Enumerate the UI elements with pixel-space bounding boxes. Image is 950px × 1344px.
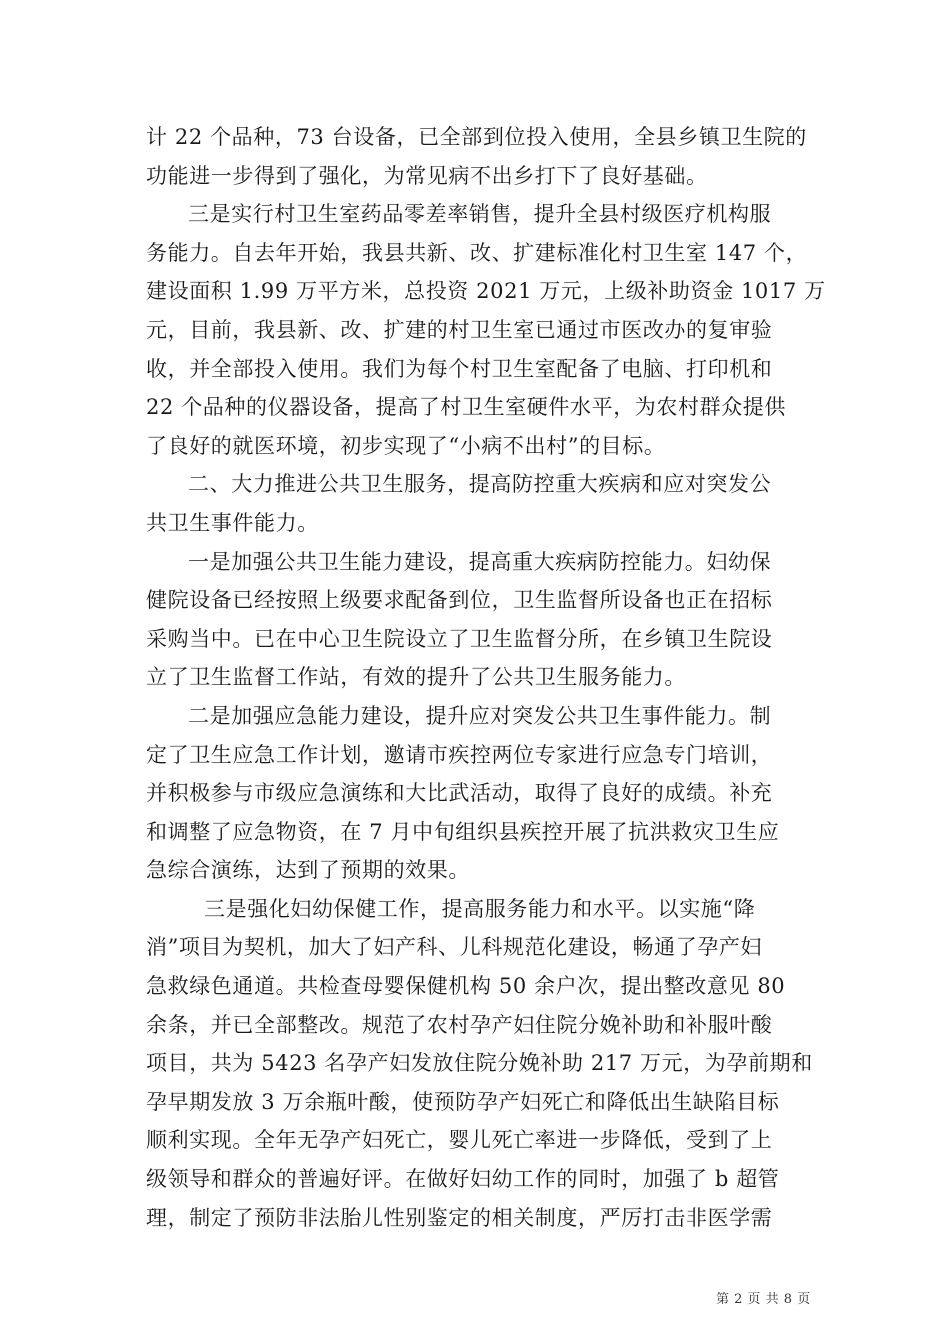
text-line: 元，目前，我县新、改、扩建的村卫生室已通过市医改办的复审验: [146, 317, 773, 342]
text-line: 二、大力推进公共卫生服务，提高防控重大疾病和应对突发公: [188, 472, 772, 497]
text-line: 急救绿色通道。共检查母婴保健机构 50 余户次，提出整改意见 80: [146, 974, 786, 999]
text-line: 三是实行村卫生室药品零差率销售，提升全县村级医疗机构服: [188, 202, 772, 227]
text-line: 采购当中。已在中心卫生院设立了卫生监督分所，在乡镇卫生院设: [146, 626, 773, 651]
paragraph-continuation: [146, 118, 806, 195]
paragraph-village-clinics: [146, 195, 826, 465]
text-line: 建设面积 1.99 万平方米，总投资 2021 万元，上级补助资金 1017 万: [146, 279, 826, 304]
text-line: 急综合演练，达到了预期的效果。: [146, 858, 470, 883]
text-line: 并积极参与市级应急演练和大比武活动，取得了良好的成绩。补充: [146, 781, 773, 806]
text-line: 定了卫生应急工作计划，邀请市疾控两位专家进行应急专门培训，: [146, 742, 773, 767]
paragraph-maternal-child-health: [146, 890, 813, 1237]
page-number: 第 2 页 共 8 页: [716, 1292, 811, 1307]
text-line: 计 22 个品种，73 台设备，已全部到位投入使用，全县乡镇卫生院的: [146, 125, 807, 149]
text-line: 理，制定了预防非法胎儿性别鉴定的相关制度，严厉打击非医学需: [146, 1205, 773, 1230]
text-line: 功能进一步得到了强化，为常见病不出乡打下了良好基础。: [146, 163, 708, 188]
text-line: 项目，共为 5423 名孕产妇发放住院分娩补助 217 万元，为孕前期和: [146, 1051, 813, 1076]
paragraph-capacity-building: [146, 543, 806, 697]
text-line: 二是加强应急能力建设，提升应对突发公共卫生事件能力。制: [188, 703, 772, 728]
document-body: [146, 118, 826, 1237]
text-line: 三是强化妇幼保健工作，提高服务能力和水平。以实施“降: [204, 896, 756, 921]
text-line: 立了卫生监督工作站，有效的提升了公共卫生服务能力。: [146, 665, 686, 690]
text-line: 消”项目为契机，加大了妇产科、儿科规范化建设，畅通了孕产妇: [146, 935, 763, 960]
text-line: 健院设备已经按照上级要求配备到位，卫生监督所设备也正在招标: [146, 588, 773, 613]
paragraph-emergency-response: [146, 697, 806, 890]
section-heading-public-health: [146, 465, 806, 542]
text-line: 了良好的就医环境，初步实现了“小病不出村”的目标。: [146, 433, 666, 458]
text-line: 余条，并已全部整改。规范了农村孕产妇住院分娩补助和补服叶酸: [146, 1012, 773, 1037]
text-line: 孕早期发放 3 万余瓶叶酸，使预防孕产妇死亡和降低出生缺陷目标: [146, 1089, 780, 1114]
text-line: 收，并全部投入使用。我们为每个村卫生室配备了电脑、打印机和: [146, 356, 773, 381]
text-line: 级领导和群众的普遍好评。在做好妇幼工作的同时，加强了 b 超管: [146, 1167, 780, 1192]
text-line: 务能力。自去年开始，我县共新、改、扩建标准化村卫生室 147 个，: [146, 240, 808, 265]
text-line: 顺利实现。全年无孕产妇死亡，婴儿死亡率进一步降低，受到了上: [146, 1128, 773, 1153]
text-line: 共卫生事件能力。: [146, 510, 319, 535]
text-line: 22 个品种的仪器设备，提高了村卫生室硬件水平，为农村群众提供: [146, 395, 786, 420]
text-line: 一是加强公共卫生能力建设，提高重大疾病防控能力。妇幼保: [188, 549, 772, 574]
text-line: 和调整了应急物资，在 7 月中旬组织县疾控开展了抗洪救灾卫生应: [146, 819, 780, 844]
